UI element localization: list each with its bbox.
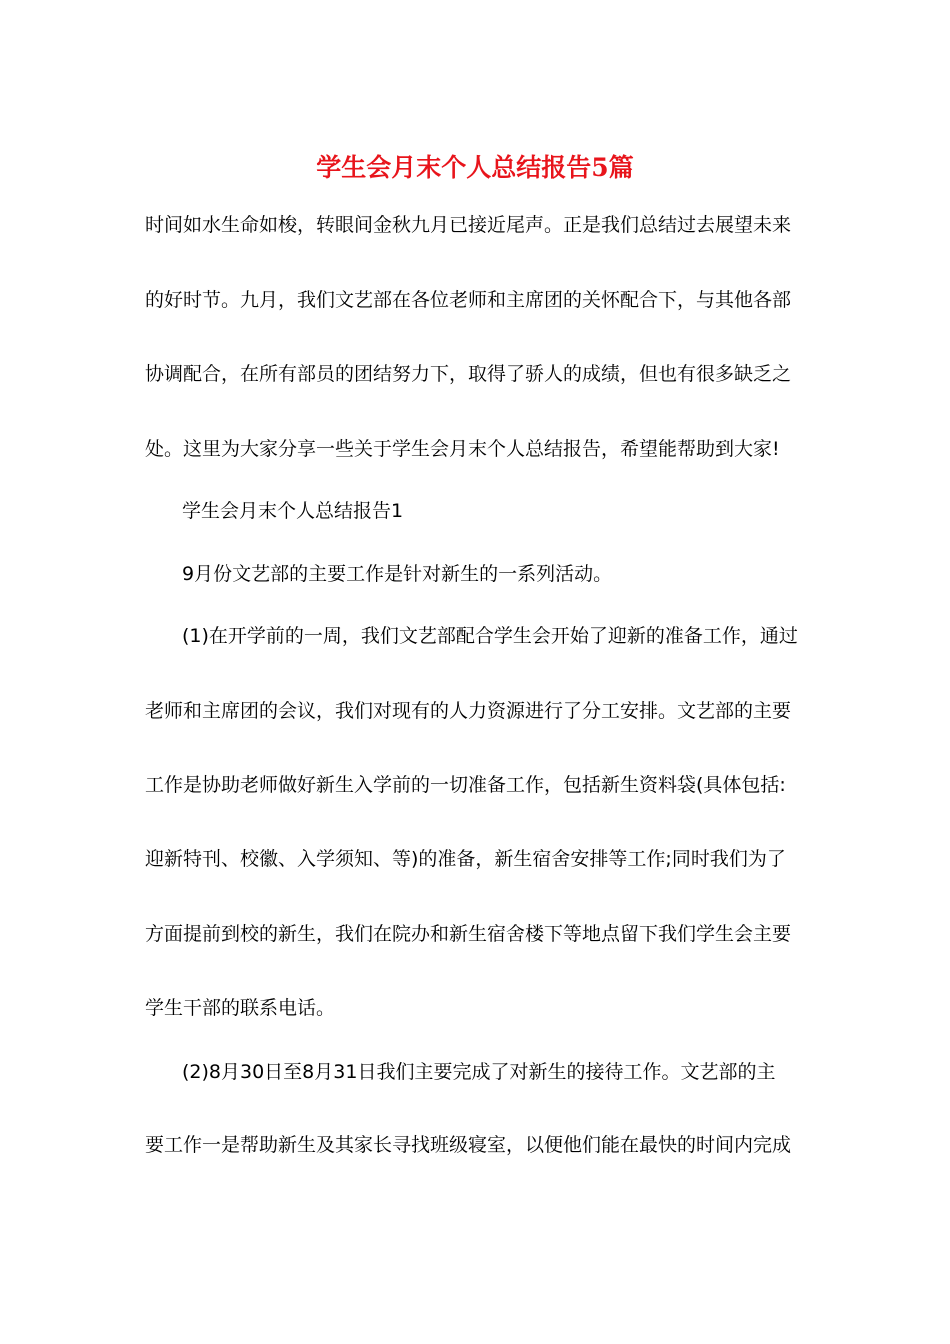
paragraph-line: (1)在开学前的一周，我们文艺部配合学生会开始了迎新的准备工作，通过 — [182, 625, 798, 647]
paragraph-line: (2)8月30日至8月31日我们主要完成了对新生的接待工作。文艺部的主 — [182, 1061, 776, 1083]
section-heading: 学生会月末个人总结报告1 — [182, 500, 404, 522]
paragraph-line: 要工作一是帮助新生及其家长寻找班级寝室，以便他们能在最快的时间内完成 — [145, 1134, 792, 1156]
paragraph-line: 的好时节。九月，我们文艺部在各位老师和主席团的关怀配合下，与其他各部 — [145, 289, 792, 311]
paragraph-line: 工作是协助老师做好新生入学前的一切准备工作，包括新生资料袋(具体包括: — [145, 774, 786, 796]
paragraph-line: 老师和主席团的会议，我们对现有的人力资源进行了分工安排。文艺部的主要 — [145, 700, 792, 722]
document-title: 学生会月末个人总结报告5篇 — [316, 153, 634, 182]
paragraph-line: 9月份文艺部的主要工作是针对新生的一系列活动。 — [182, 563, 613, 585]
paragraph-line: 时间如水生命如梭，转眼间金秋九月已接近尾声。正是我们总结过去展望未来 — [145, 214, 792, 236]
paragraph-line: 方面提前到校的新生，我们在院办和新生宿舍楼下等地点留下我们学生会主要 — [145, 923, 792, 945]
paragraph-line: 协调配合，在所有部员的团结努力下，取得了骄人的成绩，但也有很多缺乏之 — [145, 363, 792, 385]
paragraph-line: 迎新特刊、校徽、入学须知、等)的准备，新生宿舍安排等工作;同时我们为了 — [145, 848, 786, 870]
paragraph-line: 处。这里为大家分享一些关于学生会月末个人总结报告，希望能帮助到大家! — [145, 438, 780, 460]
paragraph-line: 学生干部的联系电话。 — [145, 997, 336, 1019]
